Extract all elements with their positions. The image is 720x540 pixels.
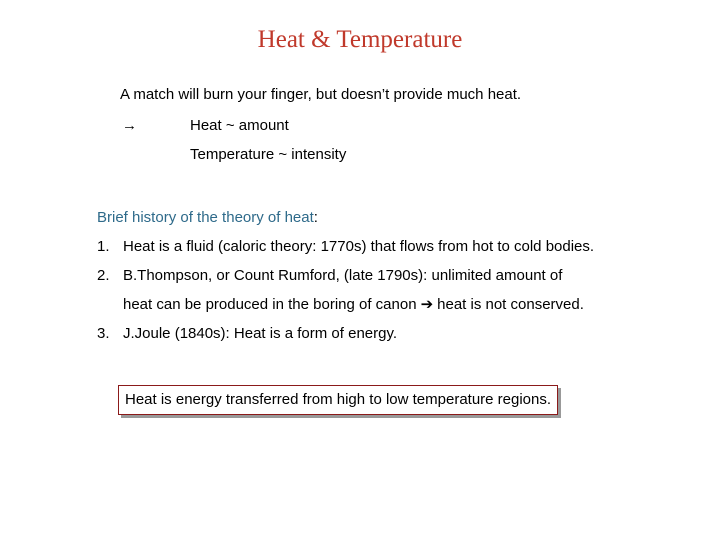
history-item-text: Heat is a fluid (caloric theory: 1770s) that flows from hot to cold bodies. bbox=[123, 238, 595, 255]
history-item-number: 3. bbox=[97, 325, 110, 342]
right-arrow-icon: → bbox=[122, 117, 137, 134]
history-item-number: 2. bbox=[97, 267, 110, 284]
implies-arrow-icon: ➔ bbox=[420, 296, 434, 313]
definition-box: Heat is energy transferred from high to low temperature regions. bbox=[118, 385, 558, 415]
continuation-before-text: heat can be produced in the boring of canon bbox=[123, 296, 417, 313]
history-item-1 bbox=[97, 238, 594, 256]
history-item-number: 1. bbox=[97, 238, 110, 255]
temperature-intensity-line: Temperature ~ intensity bbox=[190, 146, 347, 163]
history-item-3 bbox=[97, 325, 397, 343]
history-heading bbox=[97, 209, 318, 227]
history-item-text: J.Joule (1840s): Heat is a form of energy. bbox=[123, 325, 398, 342]
history-heading-text: Brief history of the theory of heat bbox=[97, 209, 314, 226]
history-heading-colon: : bbox=[313, 209, 318, 226]
intro-sentence: A match will burn your finger, but doesn’t provide much heat. bbox=[120, 86, 522, 103]
history-item-2-continuation bbox=[123, 296, 584, 314]
history-item-2 bbox=[97, 267, 562, 285]
continuation-after-text: heat is not conserved. bbox=[437, 296, 584, 313]
heat-amount-line: Heat ~ amount bbox=[190, 117, 289, 134]
history-item-text: B.Thompson, or Count Rumford, (late 1790s): unlimited amount of bbox=[123, 267, 563, 284]
slide-title: Heat & Temperature bbox=[257, 26, 463, 53]
